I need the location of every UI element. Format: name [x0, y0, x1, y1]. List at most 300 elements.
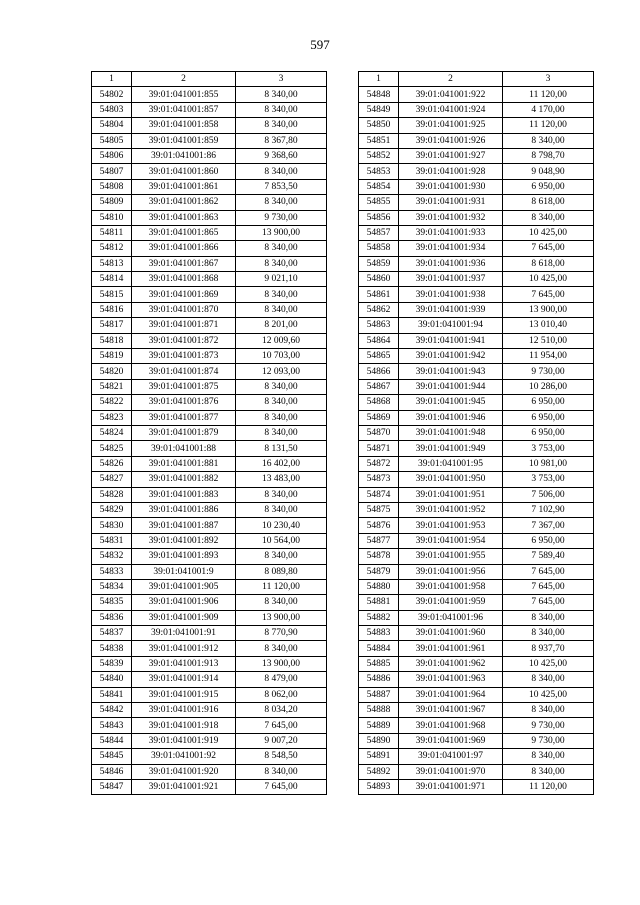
- value-cell: 9 368,60: [236, 148, 327, 163]
- table-row: [92, 564, 327, 579]
- value-cell: 8 770,90: [236, 626, 327, 641]
- row-number-cell: 54837: [92, 626, 132, 641]
- cadastral-id-cell: 39:01:041001:869: [132, 287, 236, 302]
- value-cell: 8 089,80: [236, 564, 327, 579]
- cadastral-id-cell: 39:01:041001:879: [132, 425, 236, 440]
- cadastral-id-cell: 39:01:041001:86: [132, 148, 236, 163]
- value-cell: 6 950,00: [503, 179, 594, 194]
- cadastral-id-cell: 39:01:041001:892: [132, 533, 236, 548]
- table-row: [359, 626, 594, 641]
- value-cell: 11 120,00: [503, 118, 594, 133]
- row-number-cell: 54810: [92, 210, 132, 225]
- row-number-cell: 54808: [92, 179, 132, 194]
- row-number-cell: 54889: [359, 718, 399, 733]
- cadastral-id-cell: 39:01:041001:967: [399, 703, 503, 718]
- table-row: [92, 579, 327, 594]
- table-row: [92, 518, 327, 533]
- value-cell: 8 340,00: [236, 764, 327, 779]
- value-cell: 8 131,50: [236, 441, 327, 456]
- row-number-cell: 54838: [92, 641, 132, 656]
- table-row: [359, 87, 594, 102]
- table-row: [92, 195, 327, 210]
- cadastral-id-cell: 39:01:041001:96: [399, 610, 503, 625]
- row-number-cell: 54866: [359, 364, 399, 379]
- row-number-cell: 54870: [359, 425, 399, 440]
- value-cell: 7 367,00: [503, 518, 594, 533]
- table-row: [92, 595, 327, 610]
- row-number-cell: 54840: [92, 672, 132, 687]
- value-cell: 8 340,00: [236, 395, 327, 410]
- table-row: [359, 148, 594, 163]
- cadastral-id-cell: 39:01:041001:928: [399, 164, 503, 179]
- value-cell: 16 402,00: [236, 456, 327, 471]
- row-number-cell: 54869: [359, 410, 399, 425]
- table-row: [359, 102, 594, 117]
- value-cell: 7 853,50: [236, 179, 327, 194]
- value-cell: 8 340,00: [503, 749, 594, 764]
- table-row: [359, 718, 594, 733]
- row-number-cell: 54802: [92, 87, 132, 102]
- table-row: [359, 749, 594, 764]
- cadastral-id-cell: 39:01:041001:870: [132, 302, 236, 317]
- value-cell: 8 340,00: [236, 302, 327, 317]
- row-number-cell: 54861: [359, 287, 399, 302]
- value-cell: 8 479,00: [236, 672, 327, 687]
- value-cell: 8 340,00: [236, 410, 327, 425]
- row-number-cell: 54875: [359, 502, 399, 517]
- value-cell: 13 900,00: [236, 656, 327, 671]
- table-row: [92, 656, 327, 671]
- table-row: [92, 610, 327, 625]
- value-cell: 11 954,00: [503, 349, 594, 364]
- value-cell: 12 510,00: [503, 333, 594, 348]
- value-cell: 6 950,00: [503, 425, 594, 440]
- table-row: [92, 102, 327, 117]
- cadastral-id-cell: 39:01:041001:886: [132, 502, 236, 517]
- table-row: [359, 179, 594, 194]
- column-header-number: 1: [359, 72, 399, 87]
- table-header: [359, 72, 594, 87]
- row-number-cell: 54850: [359, 118, 399, 133]
- row-number-cell: 54821: [92, 379, 132, 394]
- row-number-cell: 54826: [92, 456, 132, 471]
- row-number-cell: 54806: [92, 148, 132, 163]
- value-cell: 9 730,00: [236, 210, 327, 225]
- value-cell: 8 340,00: [236, 87, 327, 102]
- cadastral-id-cell: 39:01:041001:858: [132, 118, 236, 133]
- row-number-cell: 54817: [92, 318, 132, 333]
- table-row: [359, 225, 594, 240]
- value-cell: 7 645,00: [503, 595, 594, 610]
- table-row: [359, 764, 594, 779]
- value-cell: 8 340,00: [503, 626, 594, 641]
- value-cell: 8 367,80: [236, 133, 327, 148]
- cadastral-id-cell: 39:01:041001:955: [399, 549, 503, 564]
- row-number-cell: 54823: [92, 410, 132, 425]
- cadastral-id-cell: 39:01:041001:871: [132, 318, 236, 333]
- cadastral-id-cell: 39:01:041001:92: [132, 749, 236, 764]
- row-number-cell: 54805: [92, 133, 132, 148]
- cadastral-id-cell: 39:01:041001:915: [132, 687, 236, 702]
- cadastral-id-cell: 39:01:041001:950: [399, 472, 503, 487]
- table-row: [92, 456, 327, 471]
- row-number-cell: 54864: [359, 333, 399, 348]
- table-row: [359, 379, 594, 394]
- table-row: [92, 302, 327, 317]
- column-header-number: 1: [92, 72, 132, 87]
- table-body: [359, 87, 594, 795]
- row-number-cell: 54829: [92, 502, 132, 517]
- table-row: [92, 502, 327, 517]
- row-number-cell: 54886: [359, 672, 399, 687]
- table-row: [359, 318, 594, 333]
- cadastral-id-cell: 39:01:041001:969: [399, 733, 503, 748]
- cadastral-id-cell: 39:01:041001:865: [132, 225, 236, 240]
- value-cell: 9 007,20: [236, 733, 327, 748]
- cadastral-id-cell: 39:01:041001:944: [399, 379, 503, 394]
- cadastral-id-cell: 39:01:041001:958: [399, 579, 503, 594]
- table-row: [92, 87, 327, 102]
- table-row: [359, 395, 594, 410]
- value-cell: 8 340,00: [236, 102, 327, 117]
- row-number-cell: 54862: [359, 302, 399, 317]
- cadastral-id-cell: 39:01:041001:873: [132, 349, 236, 364]
- table-row: [359, 287, 594, 302]
- row-number-cell: 54853: [359, 164, 399, 179]
- cadastral-id-cell: 39:01:041001:963: [399, 672, 503, 687]
- cadastral-id-cell: 39:01:041001:932: [399, 210, 503, 225]
- table-row: [359, 349, 594, 364]
- row-number-cell: 54846: [92, 764, 132, 779]
- row-number-cell: 54833: [92, 564, 132, 579]
- cadastral-id-cell: 39:01:041001:930: [399, 179, 503, 194]
- column-header-cadastral-id: 2: [399, 72, 503, 87]
- cadastral-id-cell: 39:01:041001:922: [399, 87, 503, 102]
- value-cell: 8 340,00: [236, 241, 327, 256]
- value-cell: 8 340,00: [503, 703, 594, 718]
- row-number-cell: 54883: [359, 626, 399, 641]
- value-cell: 7 589,40: [503, 549, 594, 564]
- row-number-cell: 54887: [359, 687, 399, 702]
- value-cell: 8 340,00: [236, 425, 327, 440]
- row-number-cell: 54820: [92, 364, 132, 379]
- value-cell: 8 340,00: [236, 287, 327, 302]
- row-number-cell: 54860: [359, 272, 399, 287]
- row-number-cell: 54884: [359, 641, 399, 656]
- cadastral-id-cell: 39:01:041001:859: [132, 133, 236, 148]
- row-number-cell: 54812: [92, 241, 132, 256]
- table-row: [92, 364, 327, 379]
- cadastral-id-cell: 39:01:041001:875: [132, 379, 236, 394]
- table-row: [359, 272, 594, 287]
- table-row: [359, 656, 594, 671]
- value-cell: 12 093,00: [236, 364, 327, 379]
- table-row: [92, 749, 327, 764]
- value-cell: 10 425,00: [503, 225, 594, 240]
- cadastral-id-cell: 39:01:041001:952: [399, 502, 503, 517]
- value-cell: 13 900,00: [236, 610, 327, 625]
- row-number-cell: 54845: [92, 749, 132, 764]
- table-row: [359, 779, 594, 794]
- row-number-cell: 54842: [92, 703, 132, 718]
- value-cell: 10 425,00: [503, 687, 594, 702]
- value-cell: 8 340,00: [236, 595, 327, 610]
- cadastral-id-cell: 39:01:041001:887: [132, 518, 236, 533]
- table-row: [359, 641, 594, 656]
- row-number-cell: 54892: [359, 764, 399, 779]
- cadastral-id-cell: 39:01:041001:943: [399, 364, 503, 379]
- row-number-cell: 54876: [359, 518, 399, 533]
- value-cell: 6 950,00: [503, 533, 594, 548]
- cadastral-id-cell: 39:01:041001:927: [399, 148, 503, 163]
- row-number-cell: 54819: [92, 349, 132, 364]
- value-cell: 8 340,00: [236, 502, 327, 517]
- value-cell: 8 034,20: [236, 703, 327, 718]
- cadastral-id-cell: 39:01:041001:860: [132, 164, 236, 179]
- cadastral-id-cell: 39:01:041001:883: [132, 487, 236, 502]
- table-row: [92, 425, 327, 440]
- cadastral-id-cell: 39:01:041001:913: [132, 656, 236, 671]
- table-row: [92, 133, 327, 148]
- header-row: [359, 72, 594, 87]
- registry-table-right: [358, 71, 594, 795]
- row-number-cell: 54877: [359, 533, 399, 548]
- table-row: [92, 703, 327, 718]
- table-row: [92, 287, 327, 302]
- row-number-cell: 54867: [359, 379, 399, 394]
- cadastral-id-cell: 39:01:041001:939: [399, 302, 503, 317]
- value-cell: 13 010,40: [503, 318, 594, 333]
- value-cell: 8 937,70: [503, 641, 594, 656]
- row-number-cell: 54852: [359, 148, 399, 163]
- cadastral-id-cell: 39:01:041001:914: [132, 672, 236, 687]
- table-row: [92, 241, 327, 256]
- table-row: [92, 395, 327, 410]
- column-header-value: 3: [236, 72, 327, 87]
- column-header-value: 3: [503, 72, 594, 87]
- value-cell: 8 340,00: [503, 210, 594, 225]
- table-row: [92, 672, 327, 687]
- value-cell: 7 645,00: [503, 579, 594, 594]
- row-number-cell: 54863: [359, 318, 399, 333]
- row-number-cell: 54854: [359, 179, 399, 194]
- cadastral-id-cell: 39:01:041001:964: [399, 687, 503, 702]
- table-row: [359, 441, 594, 456]
- table-row: [359, 564, 594, 579]
- value-cell: 8 340,00: [236, 118, 327, 133]
- cadastral-id-cell: 39:01:041001:931: [399, 195, 503, 210]
- row-number-cell: 54868: [359, 395, 399, 410]
- row-number-cell: 54827: [92, 472, 132, 487]
- page-number: 597: [310, 37, 330, 52]
- value-cell: 8 340,00: [503, 610, 594, 625]
- table-row: [359, 610, 594, 625]
- table-row: [359, 195, 594, 210]
- row-number-cell: 54811: [92, 225, 132, 240]
- table-row: [92, 318, 327, 333]
- cadastral-id-cell: 39:01:041001:959: [399, 595, 503, 610]
- row-number-cell: 54815: [92, 287, 132, 302]
- cadastral-id-cell: 39:01:041001:866: [132, 241, 236, 256]
- value-cell: 8 062,00: [236, 687, 327, 702]
- cadastral-id-cell: 39:01:041001:876: [132, 395, 236, 410]
- table-row: [92, 533, 327, 548]
- row-number-cell: 54858: [359, 241, 399, 256]
- row-number-cell: 54803: [92, 102, 132, 117]
- value-cell: 7 645,00: [503, 564, 594, 579]
- cadastral-id-cell: 39:01:041001:945: [399, 395, 503, 410]
- cadastral-id-cell: 39:01:041001:868: [132, 272, 236, 287]
- cadastral-id-cell: 39:01:041001:874: [132, 364, 236, 379]
- row-number-cell: 54849: [359, 102, 399, 117]
- value-cell: 13 483,00: [236, 472, 327, 487]
- cadastral-id-cell: 39:01:041001:88: [132, 441, 236, 456]
- value-cell: 10 425,00: [503, 656, 594, 671]
- cadastral-id-cell: 39:01:041001:855: [132, 87, 236, 102]
- table-row: [359, 703, 594, 718]
- row-number-cell: 54848: [359, 87, 399, 102]
- value-cell: 11 120,00: [503, 779, 594, 794]
- value-cell: 10 981,00: [503, 456, 594, 471]
- cadastral-id-cell: 39:01:041001:962: [399, 656, 503, 671]
- table-row: [92, 733, 327, 748]
- cadastral-id-cell: 39:01:041001:937: [399, 272, 503, 287]
- cadastral-id-cell: 39:01:041001:867: [132, 256, 236, 271]
- table-row: [92, 272, 327, 287]
- table-row: [92, 333, 327, 348]
- table-row: [92, 410, 327, 425]
- table-row: [359, 487, 594, 502]
- value-cell: 8 201,00: [236, 318, 327, 333]
- cadastral-id-cell: 39:01:041001:877: [132, 410, 236, 425]
- cadastral-id-cell: 39:01:041001:953: [399, 518, 503, 533]
- cadastral-id-cell: 39:01:041001:956: [399, 564, 503, 579]
- value-cell: 8 340,00: [236, 487, 327, 502]
- table-row: [359, 164, 594, 179]
- table-row: [92, 764, 327, 779]
- cadastral-id-cell: 39:01:041001:946: [399, 410, 503, 425]
- table-row: [359, 533, 594, 548]
- cadastral-id-cell: 39:01:041001:933: [399, 225, 503, 240]
- row-number-cell: 54839: [92, 656, 132, 671]
- cadastral-id-cell: 39:01:041001:936: [399, 256, 503, 271]
- table-row: [359, 518, 594, 533]
- table-row: [92, 626, 327, 641]
- value-cell: 3 753,00: [503, 441, 594, 456]
- row-number-cell: 54834: [92, 579, 132, 594]
- cadastral-id-cell: 39:01:041001:857: [132, 102, 236, 117]
- row-number-cell: 54855: [359, 195, 399, 210]
- cadastral-id-cell: 39:01:041001:872: [132, 333, 236, 348]
- table-row: [359, 410, 594, 425]
- cadastral-id-cell: 39:01:041001:954: [399, 533, 503, 548]
- row-number-cell: 54844: [92, 733, 132, 748]
- cadastral-id-cell: 39:01:041001:882: [132, 472, 236, 487]
- value-cell: 7 645,00: [236, 779, 327, 794]
- table-row: [359, 118, 594, 133]
- table-row: [359, 333, 594, 348]
- row-number-cell: 54843: [92, 718, 132, 733]
- table-row: [359, 687, 594, 702]
- row-number-cell: 54831: [92, 533, 132, 548]
- table-row: [92, 179, 327, 194]
- cadastral-id-cell: 39:01:041001:942: [399, 349, 503, 364]
- cadastral-id-cell: 39:01:041001:909: [132, 610, 236, 625]
- table-row: [359, 425, 594, 440]
- value-cell: 8 548,50: [236, 749, 327, 764]
- cadastral-id-cell: 39:01:041001:95: [399, 456, 503, 471]
- header-row: [92, 72, 327, 87]
- row-number-cell: 54832: [92, 549, 132, 564]
- cadastral-id-cell: 39:01:041001:926: [399, 133, 503, 148]
- value-cell: 11 120,00: [503, 87, 594, 102]
- row-number-cell: 54890: [359, 733, 399, 748]
- row-number-cell: 54841: [92, 687, 132, 702]
- value-cell: 13 900,00: [503, 302, 594, 317]
- cadastral-id-cell: 39:01:041001:862: [132, 195, 236, 210]
- value-cell: 9 730,00: [503, 364, 594, 379]
- table-row: [92, 487, 327, 502]
- cadastral-id-cell: 39:01:041001:893: [132, 549, 236, 564]
- cadastral-id-cell: 39:01:041001:960: [399, 626, 503, 641]
- value-cell: 7 645,00: [236, 718, 327, 733]
- value-cell: 13 900,00: [236, 225, 327, 240]
- cadastral-id-cell: 39:01:041001:925: [399, 118, 503, 133]
- cadastral-id-cell: 39:01:041001:881: [132, 456, 236, 471]
- row-number-cell: 54835: [92, 595, 132, 610]
- cadastral-id-cell: 39:01:041001:934: [399, 241, 503, 256]
- value-cell: 8 340,00: [236, 641, 327, 656]
- value-cell: 9 048,90: [503, 164, 594, 179]
- table-row: [359, 502, 594, 517]
- table-row: [359, 579, 594, 594]
- value-cell: 6 950,00: [503, 410, 594, 425]
- table-row: [359, 210, 594, 225]
- cadastral-id-cell: 39:01:041001:91: [132, 626, 236, 641]
- value-cell: 7 645,00: [503, 241, 594, 256]
- table-row: [359, 241, 594, 256]
- table-row: [92, 210, 327, 225]
- row-number-cell: 54891: [359, 749, 399, 764]
- value-cell: 7 102,90: [503, 502, 594, 517]
- row-number-cell: 54893: [359, 779, 399, 794]
- row-number-cell: 54847: [92, 779, 132, 794]
- table-row: [92, 549, 327, 564]
- cadastral-id-cell: 39:01:041001:919: [132, 733, 236, 748]
- value-cell: 8 340,00: [236, 256, 327, 271]
- table-row: [359, 733, 594, 748]
- value-cell: 10 564,00: [236, 533, 327, 548]
- cadastral-id-cell: 39:01:041001:918: [132, 718, 236, 733]
- row-number-cell: 54865: [359, 349, 399, 364]
- table-row: [92, 718, 327, 733]
- table-row: [359, 133, 594, 148]
- value-cell: 9 021,10: [236, 272, 327, 287]
- cadastral-id-cell: 39:01:041001:949: [399, 441, 503, 456]
- table-row: [92, 472, 327, 487]
- value-cell: 8 618,00: [503, 256, 594, 271]
- row-number-cell: 54885: [359, 656, 399, 671]
- cadastral-id-cell: 39:01:041001:938: [399, 287, 503, 302]
- table-row: [359, 549, 594, 564]
- row-number-cell: 54822: [92, 395, 132, 410]
- value-cell: 9 730,00: [503, 733, 594, 748]
- row-number-cell: 54857: [359, 225, 399, 240]
- table-body: [92, 87, 327, 795]
- table-row: [359, 472, 594, 487]
- cadastral-id-cell: 39:01:041001:961: [399, 641, 503, 656]
- cadastral-id-cell: 39:01:041001:905: [132, 579, 236, 594]
